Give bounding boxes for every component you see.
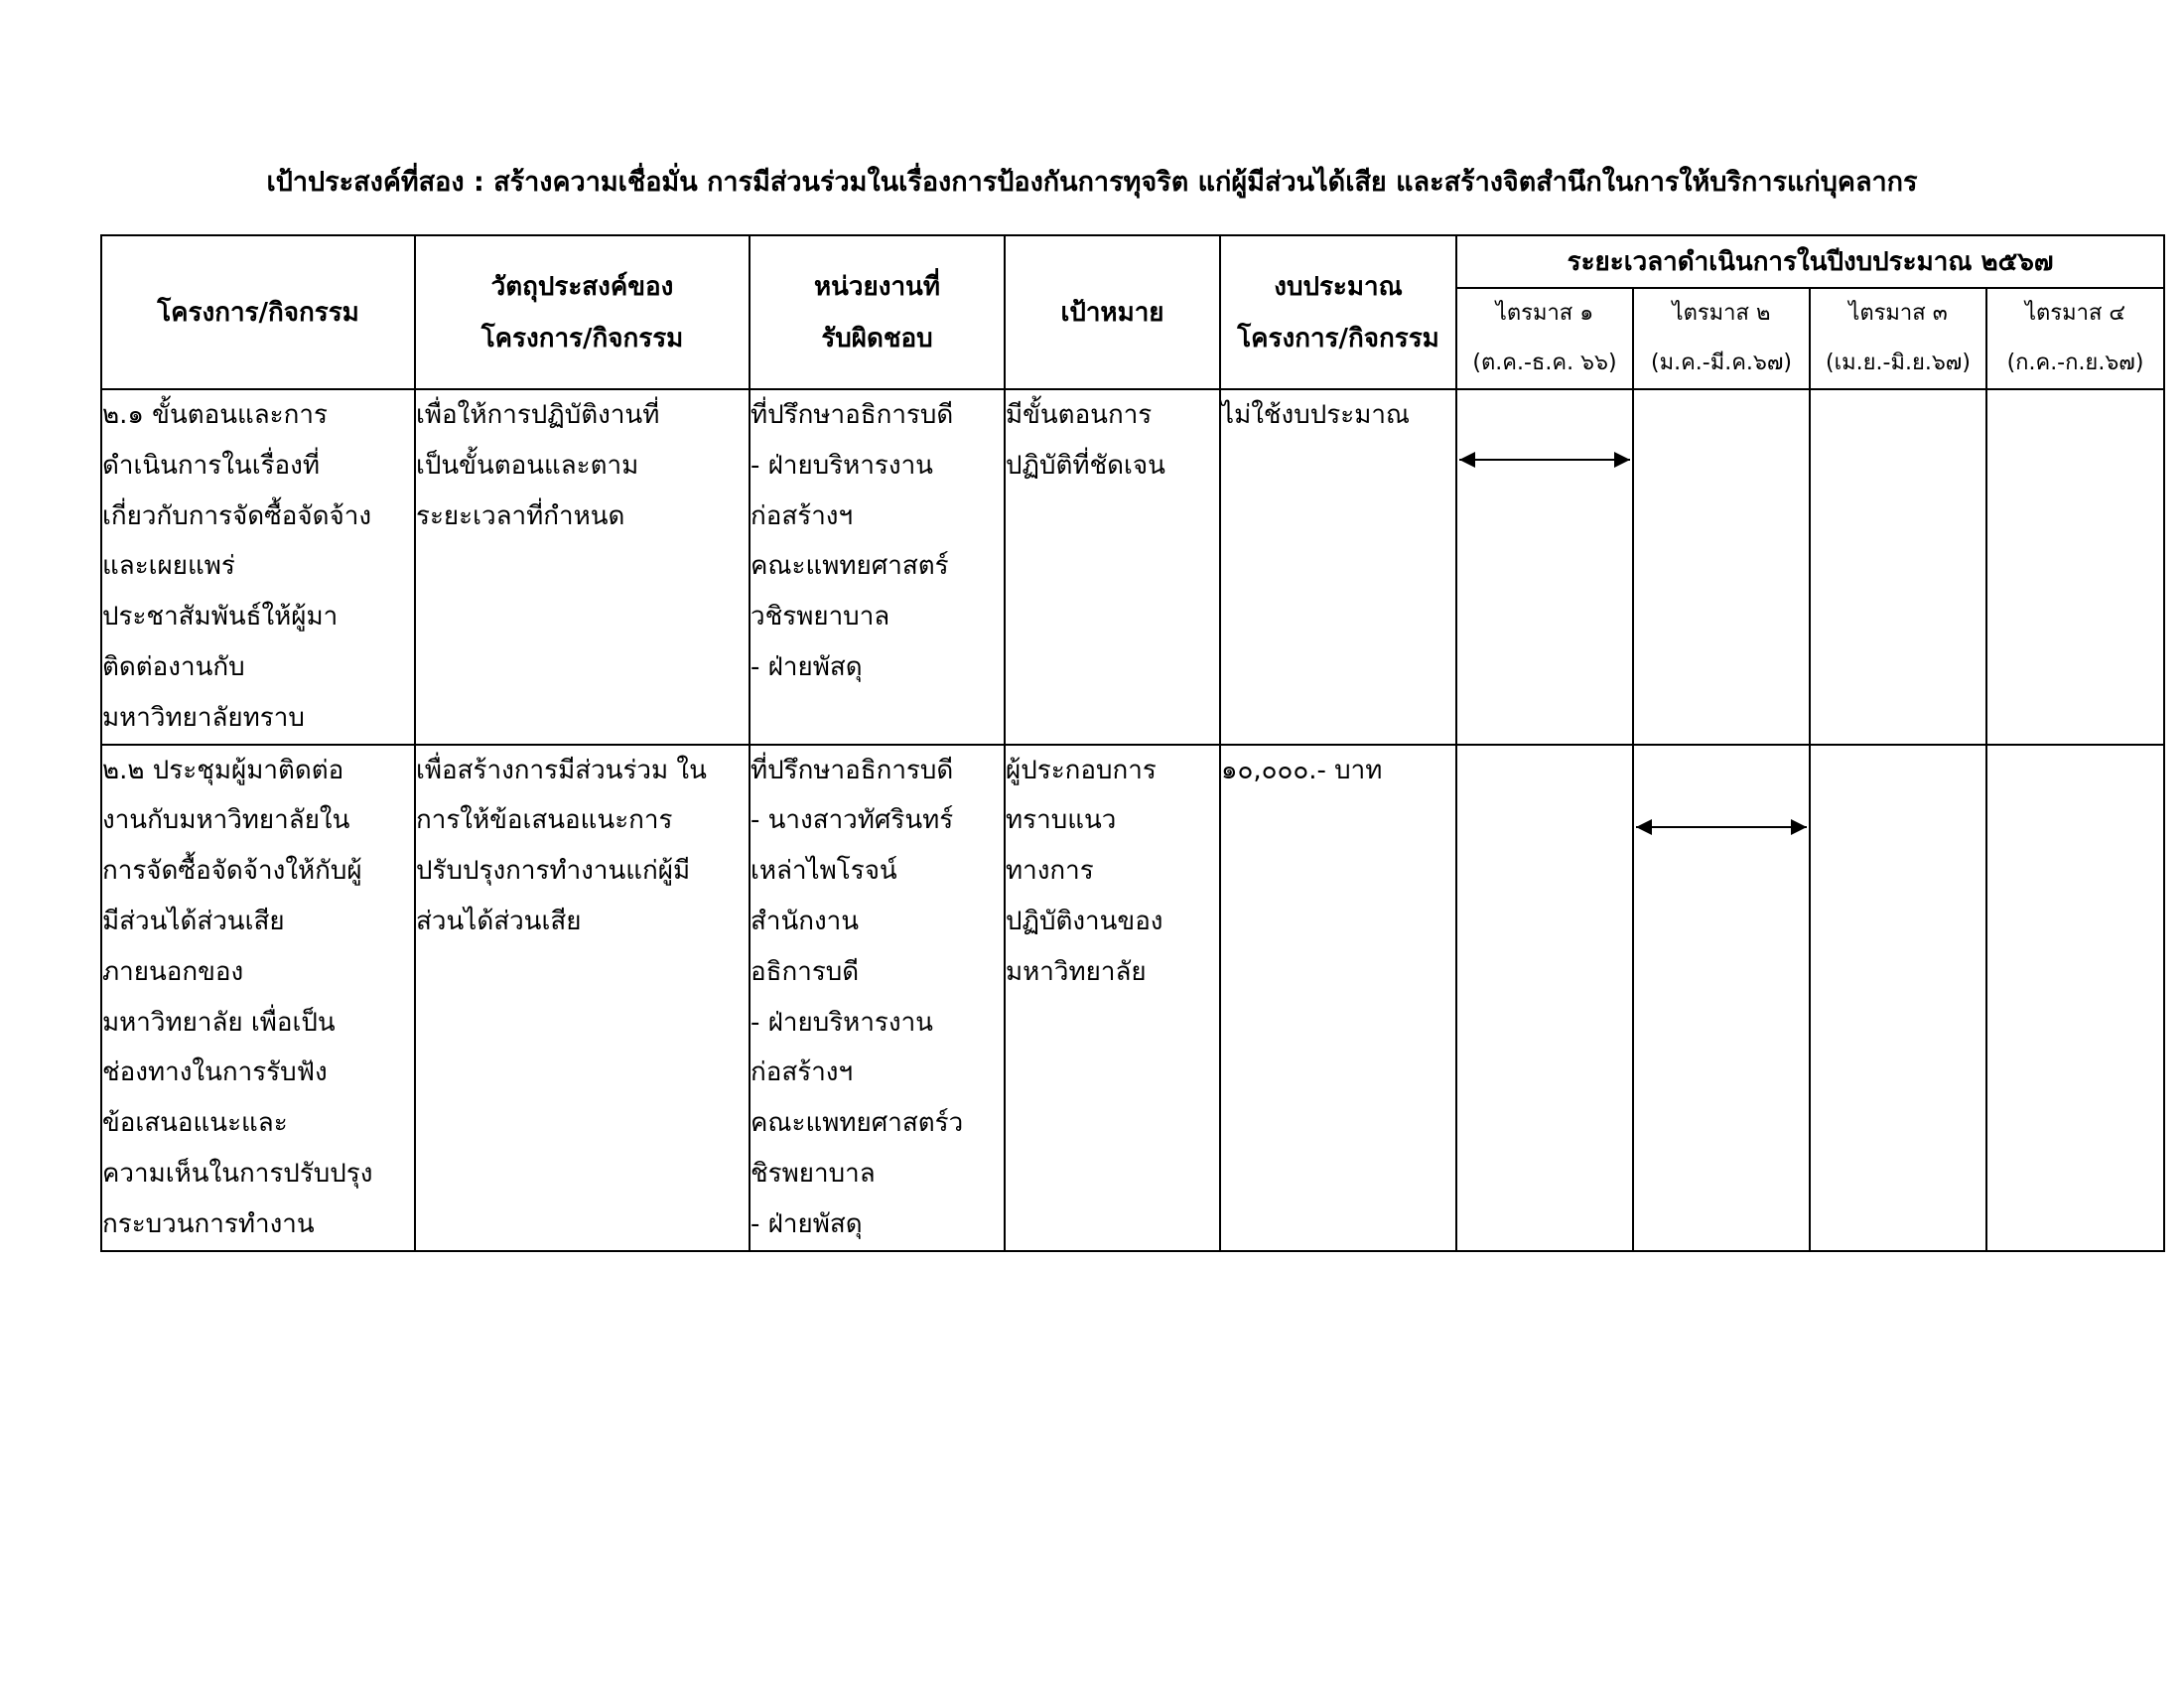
cell-quarter-2: [1633, 745, 1810, 1251]
action-plan-table: [100, 234, 2165, 1252]
cell-quarter-4: [1986, 745, 2164, 1251]
cell-quarter-2: [1633, 389, 1810, 745]
header-quarter-2: ไตรมาส ๒ (ม.ค.-มี.ค.๖๗): [1633, 288, 1810, 389]
cell-responsible-unit: ที่ปรึกษาอธิการบดี - ฝ่ายบริหารงาน ก่อสร้างฯ คณะแพทยศาสตร์ วชิรพยาบาล - ฝ่ายพัสดุ: [750, 389, 1005, 745]
header-objective: วัตถุประสงค์ของ โครงการ/กิจกรรม: [415, 235, 750, 389]
header-target: เป้าหมาย: [1005, 235, 1220, 389]
cell-responsible-unit: ที่ปรึกษาอธิการบดี - นางสาวทัศรินทร์ เหล่าไพโรจน์ สำนักงาน อธิการบดี - ฝ่ายบริหารงาน ก่อสร้างฯ คณะแพทยศาสตร์ว ชิรพยาบาล - ฝ่ายพัสดุ: [750, 745, 1005, 1251]
cell-project: ๒.๒ ประชุมผู้มาติดต่อ งานกับมหาวิทยาลัยใน การจัดซื้อจัดจ้างให้กับผู้ มีส่วนได้ส่วนเสีย ภายนอกของ มหาวิทยาลัย เพื่อเป็น ช่องทางในการรับฟัง ข้อเสนอแนะและ ความเห็นในการปรับปรุง กระบวนการทำงาน: [101, 745, 415, 1251]
cell-project: ๒.๑ ขั้นตอนและการ ดำเนินการในเรื่องที่ เกี่ยวกับการจัดซื้อจัดจ้าง และเผยแพร่ ประชาสัมพันธ์ให้ผู้มา ติดต่องานกับ มหาวิทยาลัยทราบ: [101, 389, 415, 745]
cell-target: ผู้ประกอบการ ทราบแนว ทางการ ปฏิบัติงานของ มหาวิทยาลัย: [1005, 745, 1220, 1251]
cell-quarter-4: [1986, 389, 2164, 745]
header-quarter-3: ไตรมาส ๓ (เม.ย.-มิ.ย.๖๗): [1810, 288, 1986, 389]
cell-objective: เพื่อสร้างการมีส่วนร่วม ใน การให้ข้อเสนอแนะการ ปรับปรุงการทำงานแก่ผู้มี ส่วนได้ส่วนเสีย: [415, 745, 750, 1251]
header-responsible-unit: หน่วยงานที่ รับผิดชอบ: [750, 235, 1005, 389]
table-row: [101, 745, 2164, 1251]
table-row: [101, 389, 2164, 745]
cell-quarter-3: [1810, 745, 1986, 1251]
document-title: เป้าประสงค์ที่สอง : สร้างความเชื่อมั่น การมีส่วนร่วมในเรื่องการป้องกันการทุจริต แก่ผู้มีส่วนได้เสีย และสร้างจิตสำนึกในการให้บริการแก่บุคลากร: [266, 167, 1918, 198]
cell-quarter-1: [1456, 389, 1633, 745]
header-budget: งบประมาณ โครงการ/กิจกรรม: [1220, 235, 1456, 389]
header-timeline: ระยะเวลาดำเนินการในปีงบประมาณ ๒๕๖๗: [1456, 235, 2164, 288]
cell-target: มีขั้นตอนการ ปฏิบัติที่ชัดเจน: [1005, 389, 1220, 745]
cell-objective: เพื่อให้การปฏิบัติงานที่ เป็นขั้นตอนและตาม ระยะเวลาที่กำหนด: [415, 389, 750, 745]
cell-budget: ไม่ใช้งบประมาณ: [1220, 389, 1456, 745]
cell-quarter-3: [1810, 389, 1986, 745]
timeline-arrow: [1636, 817, 1807, 837]
timeline-arrow: [1459, 450, 1630, 470]
header-quarter-1: ไตรมาส ๑ (ต.ค.-ธ.ค. ๖๖): [1456, 288, 1633, 389]
cell-budget: ๑๐,๐๐๐.- บาท: [1220, 745, 1456, 1251]
header-quarter-4: ไตรมาส ๔ (ก.ค.-ก.ย.๖๗): [1986, 288, 2164, 389]
header-project: โครงการ/กิจกรรม: [101, 235, 415, 389]
cell-quarter-1: [1456, 745, 1633, 1251]
